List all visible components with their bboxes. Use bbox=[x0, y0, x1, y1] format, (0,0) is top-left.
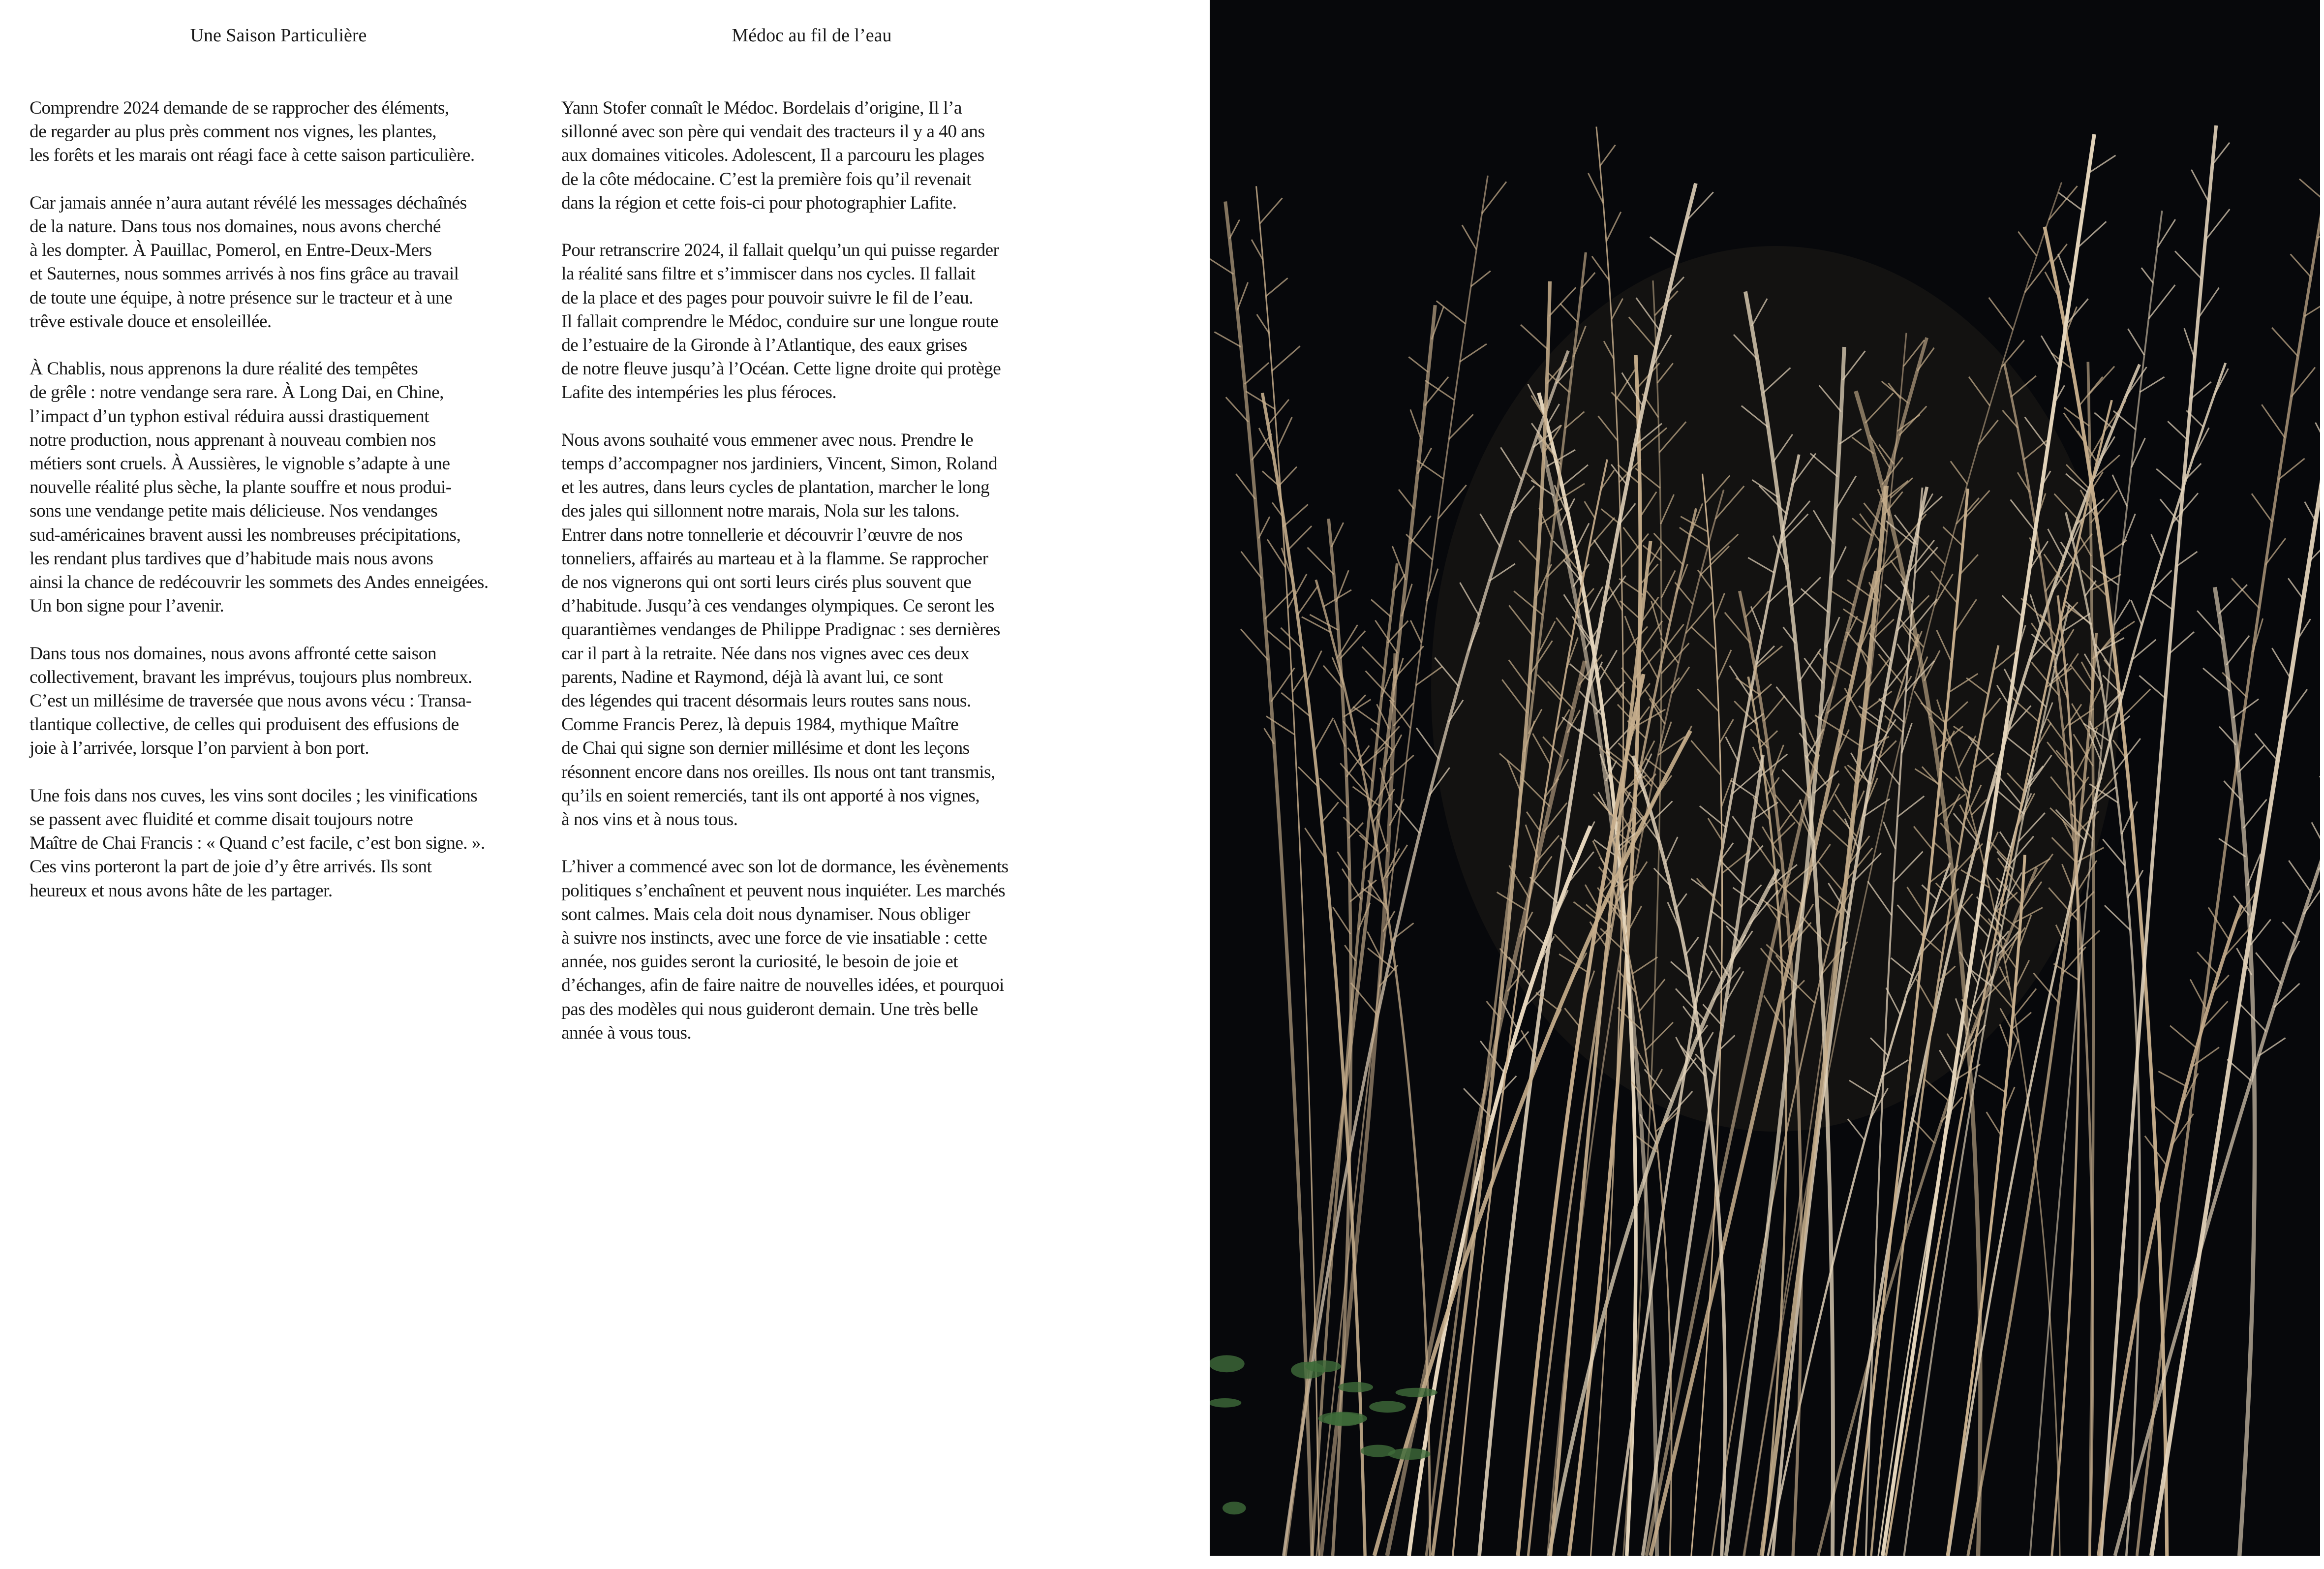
seed-head bbox=[2288, 578, 2304, 600]
leaf bbox=[1223, 1502, 1246, 1514]
paragraph bbox=[561, 429, 1009, 831]
seed-head bbox=[2033, 973, 2058, 1003]
text-line: les forêts et les marais ont réagi face à cette saison particulière. bbox=[30, 145, 475, 166]
seed-head bbox=[1399, 490, 1414, 509]
leaf bbox=[1210, 1355, 1245, 1372]
text-line: quarantièmes vendanges de Philippe Pradignac : ses dernières bbox=[561, 619, 1000, 640]
text-line: se passent avec fluidité et comme disait toujours notre bbox=[30, 809, 413, 830]
seed-head bbox=[1282, 693, 1311, 716]
seed-head bbox=[1471, 271, 1491, 286]
seed-head bbox=[1260, 198, 1283, 224]
seed-head bbox=[1987, 1112, 2001, 1136]
seed-head bbox=[1266, 278, 1287, 296]
text-line: des jales qui sillonnent notre marais, Nola sur les talons. bbox=[561, 501, 960, 522]
text-line: année à vous tous. bbox=[561, 1022, 692, 1043]
seed-head bbox=[2112, 475, 2127, 506]
text-line: sud-américaines bravent aussi les nombreuses précipitations, bbox=[30, 524, 461, 545]
seed-head bbox=[1272, 346, 1300, 370]
seed-head bbox=[1521, 325, 1548, 350]
seed-head bbox=[2140, 676, 2166, 698]
text-line: qu’ils en soient remerciés, tant ils ont apporté à nos vignes, bbox=[561, 785, 980, 806]
text-line: heureux et nous avons hâte de les partager. bbox=[30, 880, 333, 901]
seed-head bbox=[1371, 599, 1391, 616]
seed-head bbox=[1989, 298, 2013, 330]
seed-head bbox=[1210, 255, 1233, 274]
seed-head bbox=[2141, 268, 2153, 283]
text-line: Comme Francis Perez, là depuis 1984, mythique Maître bbox=[561, 714, 959, 735]
text-line: Ces vins porteront la part de joie d’y être arrivés. Ils sont bbox=[30, 857, 432, 877]
seed-head bbox=[2128, 329, 2144, 355]
text-line: Une fois dans nos cuves, les vins sont dociles ; les vinifications bbox=[30, 785, 478, 806]
seed-head bbox=[1310, 615, 1338, 630]
seed-head bbox=[1408, 357, 1428, 372]
page-header-right: Médoc au fil de l’eau bbox=[732, 25, 892, 46]
seed-head bbox=[2208, 907, 2229, 940]
text-line: tonneliers, affairés au marteau et à la flamme. Se rapprocher bbox=[561, 548, 988, 569]
text-line: de notre fleuve jusqu’à l’Océan. Cette ligne droite qui protège bbox=[561, 359, 1001, 379]
seed-head bbox=[1549, 287, 1576, 316]
paragraph bbox=[561, 96, 1009, 215]
seed-head bbox=[2238, 745, 2264, 772]
text-line: des légendes qui tracent désormais leurs routes sans nous. bbox=[561, 691, 971, 711]
text-line: d’échanges, afin de faire naitre de nouvelles idées, et pourquoi bbox=[561, 975, 1004, 996]
text-line: et Sauternes, nous sommes arrivés à nos fins grâce au travail bbox=[30, 264, 459, 284]
page-header-left: Une Saison Particulière bbox=[190, 25, 367, 46]
text-line: de nos vignerons qui ont sorti leurs cirés plus souvent que bbox=[561, 572, 972, 593]
seed-head bbox=[1283, 504, 1308, 527]
seed-head bbox=[2219, 838, 2245, 857]
text-line: À Chablis, nous apprenons la dure réalité des tempêtes bbox=[30, 359, 418, 379]
seed-head bbox=[1367, 931, 1381, 959]
leaf bbox=[1369, 1401, 1406, 1413]
seed-head bbox=[2153, 1105, 2176, 1125]
text-line: d’habitude. Jusqu’à ces vendanges olympiques. Ce seront les bbox=[561, 596, 995, 616]
text-line: à suivre nos instincts, avec une force de vie insatiable : cette bbox=[561, 928, 987, 949]
seed-head bbox=[1600, 145, 1615, 166]
seed-head bbox=[1592, 256, 1609, 280]
text-line: sont calmes. Mais cela doit nous dynamiser. Nous obliger bbox=[561, 904, 970, 924]
text-line: de la place et des pages pour pouvoir suivre le fil de l’eau. bbox=[561, 287, 974, 308]
paragraph bbox=[30, 191, 489, 334]
seed-head bbox=[2219, 585, 2247, 614]
seed-head bbox=[2158, 1072, 2186, 1086]
seed-head bbox=[2312, 822, 2320, 848]
seed-head bbox=[1425, 380, 1455, 400]
seed-head bbox=[1266, 716, 1295, 735]
text-line: sons une vendange petite mais délicieuse. Nos vendanges bbox=[30, 501, 438, 522]
seed-head bbox=[2232, 578, 2259, 608]
text-line: Lafite des intempéries les plus féroces. bbox=[561, 382, 837, 403]
seed-head bbox=[1650, 237, 1678, 257]
seed-head bbox=[1392, 755, 1414, 775]
seed-head bbox=[1410, 409, 1421, 439]
text-line: l’impact d’un typhon estival réduira aussi drastiquement bbox=[30, 406, 429, 427]
seed-head bbox=[1279, 467, 1297, 487]
text-line: Dans tous nos domaines, nous avons affronté cette saison bbox=[30, 643, 437, 664]
text-line: parents, Nadine et Raymond, déjà là avant lui, ce sont bbox=[561, 667, 943, 687]
text-line: temps d’accompagner nos jardiniers, Vincent, Simon, Roland bbox=[561, 454, 998, 474]
seed-head bbox=[2052, 244, 2067, 263]
seed-head bbox=[1924, 1078, 1949, 1100]
text-line: trêve estivale douce et ensoleillée. bbox=[30, 311, 272, 332]
seed-head bbox=[1417, 461, 1443, 479]
seed-head bbox=[1308, 548, 1334, 575]
seed-head bbox=[1606, 212, 1621, 242]
seed-head bbox=[2191, 382, 2211, 399]
seed-head bbox=[1237, 282, 1248, 310]
leaf bbox=[1388, 1448, 1431, 1460]
seed-head bbox=[1297, 586, 1317, 615]
seed-head bbox=[2169, 632, 2194, 653]
text-line: L’hiver a commencé avec son lot de dormance, les évènements bbox=[561, 857, 1009, 877]
seed-head bbox=[2058, 254, 2071, 287]
text-line: métiers sont cruels. À Aussières, le vignoble s’adapte à une bbox=[30, 454, 450, 474]
seed-head bbox=[2140, 377, 2165, 392]
text-line: Nous avons souhaité vous emmener avec nous. Prendre le bbox=[561, 430, 974, 450]
seed-head bbox=[2160, 499, 2180, 523]
text-line: de grêle : notre vendange sera rare. À Long Dai, en Chine, bbox=[30, 382, 444, 403]
seed-head bbox=[1333, 907, 1350, 934]
seed-head bbox=[2252, 493, 2272, 522]
text-line: les rendant plus tardives que d’habitude mais nous avons bbox=[30, 548, 433, 569]
seed-head bbox=[2094, 413, 2112, 429]
seed-head bbox=[1460, 344, 1487, 362]
seed-head bbox=[2151, 534, 2162, 557]
text-line: tlantique collective, de celles qui produisent des effusions de bbox=[30, 714, 459, 735]
text-line: ainsi la chance de redécouvrir les sommets des Andes enneigées. bbox=[30, 572, 489, 593]
seed-head bbox=[2131, 600, 2142, 625]
text-line: de toute une équipe, à notre présence sur le tracteur et à une bbox=[30, 287, 453, 308]
seed-head bbox=[1320, 778, 1348, 807]
paragraph bbox=[561, 239, 1009, 404]
grass-stem bbox=[2101, 125, 2216, 1556]
seed-head bbox=[2156, 469, 2182, 491]
seed-head bbox=[1331, 523, 1344, 547]
paragraph bbox=[30, 96, 489, 168]
seed-head bbox=[2272, 648, 2291, 679]
seed-head bbox=[2175, 251, 2202, 279]
seed-head bbox=[2058, 193, 2082, 211]
paragraph bbox=[30, 784, 489, 903]
seed-head bbox=[2283, 922, 2296, 937]
seed-head bbox=[2018, 232, 2037, 256]
text-line: C’est un millésime de traversée que nous avons vécu : Transa- bbox=[30, 691, 472, 711]
seed-head bbox=[1353, 707, 1378, 725]
seed-head bbox=[2122, 689, 2150, 718]
seed-head bbox=[2184, 328, 2195, 358]
seed-head bbox=[2176, 552, 2197, 566]
text-line: résonnent encore dans nos oreilles. Ils nous ont tant transmis, bbox=[561, 762, 995, 782]
seed-head bbox=[2243, 800, 2266, 828]
seed-head bbox=[2152, 595, 2172, 610]
seed-head bbox=[2256, 953, 2281, 984]
text-line: de la côte médocaine. C’est la première fois qu’il revenait bbox=[561, 169, 971, 189]
seed-head bbox=[1462, 225, 1476, 249]
text-line: collectivement, bravant les imprévus, toujours plus nombreux. bbox=[30, 667, 472, 687]
text-line: notre production, nous apprenant à nouveau combien nos bbox=[30, 430, 436, 450]
seed-head bbox=[2168, 421, 2187, 439]
text-line: de l’estuaire de la Gironde à l’Atlantique, des eaux grises bbox=[561, 335, 967, 356]
seed-head bbox=[2305, 502, 2316, 523]
seed-head bbox=[1265, 590, 1293, 619]
leaf bbox=[1210, 1398, 1241, 1408]
grass-illustration bbox=[1210, 0, 2320, 1556]
seed-head bbox=[1241, 629, 1268, 660]
seed-head bbox=[1560, 304, 1578, 322]
seed-head bbox=[2064, 407, 2089, 426]
seed-head bbox=[2272, 328, 2298, 356]
seed-head bbox=[1912, 1118, 1935, 1143]
text-line: de Chai qui signe son dernier millésime et dont les leçons bbox=[561, 738, 970, 759]
text-line: sillonné avec son père qui vendait des tracteurs il y a 40 ans bbox=[561, 122, 985, 142]
paragraph bbox=[561, 855, 1009, 1045]
text-line: de regarder au plus près comment nos vignes, les plantes, bbox=[30, 122, 437, 142]
seed-head bbox=[2170, 1026, 2197, 1048]
text-line: joie à l’arrivée, lorsque l’on parvient à bon port. bbox=[30, 738, 369, 759]
seed-head bbox=[1437, 301, 1466, 324]
text-line: année, nos guides seront la curiosité, le besoin de joie et bbox=[561, 952, 958, 972]
seed-head bbox=[2191, 170, 2208, 202]
text-line: à nos vins et à nous tous. bbox=[561, 809, 738, 830]
text-column-left bbox=[30, 96, 489, 926]
grass-photo bbox=[1210, 0, 2320, 1556]
text-line: nouvelle réalité plus sèche, la plante souffre et nous produi- bbox=[30, 477, 452, 498]
text-line: à les dompter. À Pauillac, Pomerol, en Entre-Deux-Mers bbox=[30, 240, 432, 261]
grass-stem bbox=[2115, 763, 2320, 1556]
text-line: aux domaines viticoles. Adolescent, Il a parcouru les plages bbox=[561, 145, 984, 166]
seed-head bbox=[1340, 631, 1365, 658]
seed-head bbox=[1362, 646, 1385, 670]
text-line: Entrer dans notre tonnellerie et découvrir l’œuvre de nos bbox=[561, 524, 963, 545]
grass-stem bbox=[1256, 186, 1319, 1556]
seed-head bbox=[2299, 179, 2320, 200]
seed-head bbox=[1979, 1076, 2006, 1092]
seed-head bbox=[2291, 254, 2311, 277]
seed-head bbox=[2227, 636, 2249, 665]
seed-head bbox=[2255, 734, 2278, 762]
grass-stem bbox=[2099, 905, 2241, 1556]
seed-head bbox=[1258, 517, 1270, 538]
text-line: Maître de Chai Francis : « Quand c’est facile, c’est bon signe. ». bbox=[30, 833, 485, 854]
seed-head bbox=[1278, 417, 1292, 448]
seed-head bbox=[1229, 219, 1239, 239]
text-line: Pour retranscrire 2024, il fallait quelqu’un qui puisse regarder bbox=[561, 240, 999, 261]
text-line: Un bon signe pour l’avenir. bbox=[30, 596, 224, 616]
seed-head bbox=[2262, 404, 2285, 438]
text-column-right bbox=[561, 96, 1009, 1069]
seed-head bbox=[2089, 367, 2114, 395]
seed-head bbox=[1306, 651, 1321, 682]
seed-head bbox=[1214, 332, 1241, 347]
text-line: politiques s’enchaînent et peuvent nous inquiéter. Les marchés bbox=[561, 880, 1006, 901]
seed-head bbox=[2053, 964, 2079, 980]
seed-head bbox=[1377, 819, 1388, 852]
seed-head bbox=[2000, 1024, 2010, 1050]
text-line: Il fallait comprendre le Médoc, conduire sur une longue route bbox=[561, 311, 999, 332]
seed-head bbox=[1350, 695, 1366, 711]
seed-head bbox=[2041, 336, 2059, 366]
seed-head bbox=[1288, 526, 1312, 550]
seed-head bbox=[1410, 620, 1421, 643]
seed-head bbox=[1382, 848, 1399, 880]
seed-head bbox=[1271, 668, 1295, 702]
seed-head bbox=[2316, 423, 2320, 447]
seed-head bbox=[1315, 718, 1334, 751]
paragraph bbox=[30, 357, 489, 618]
text-line: la réalité sans filtre et s’immiscer dans nos cycles. Il fallait bbox=[561, 264, 976, 284]
seed-head bbox=[1268, 400, 1289, 425]
seed-head bbox=[2105, 905, 2130, 930]
grass-stem bbox=[2215, 587, 2255, 1556]
seed-head bbox=[1848, 1119, 1865, 1140]
seed-head bbox=[1245, 363, 1269, 384]
text-line: pas des modèles qui nous guideront demain. Une très belle bbox=[561, 999, 978, 1019]
text-line: de la nature. Dans tous nos domaines, nous avons cherché bbox=[30, 216, 441, 237]
leaf bbox=[1305, 1360, 1341, 1372]
text-line: car il part à la retraite. Née dans nos vignes avec ces deux bbox=[561, 643, 970, 664]
seed-head bbox=[1246, 391, 1275, 409]
seed-head bbox=[2289, 861, 2311, 892]
leaf bbox=[1396, 1388, 1437, 1397]
text-line: dans la région et cette fois-ci pour photographier Lafite. bbox=[561, 192, 957, 213]
paragraph bbox=[30, 642, 489, 761]
seed-head bbox=[1322, 802, 1339, 822]
text-line: et les autres, dans leurs cycles de plantation, marcher le long bbox=[561, 477, 990, 498]
leaf bbox=[1324, 1413, 1364, 1426]
leaf bbox=[1338, 1382, 1373, 1392]
text-line: Yann Stofer connaît le Médoc. Bordelais d’origine, Il l’a bbox=[561, 98, 962, 118]
text-line: Comprendre 2024 demande de se rapprocher des éléments, bbox=[30, 98, 449, 118]
seed-head bbox=[1292, 673, 1305, 692]
text-line: Car jamais année n’aura autant révélé les messages déchaînés bbox=[30, 192, 467, 213]
